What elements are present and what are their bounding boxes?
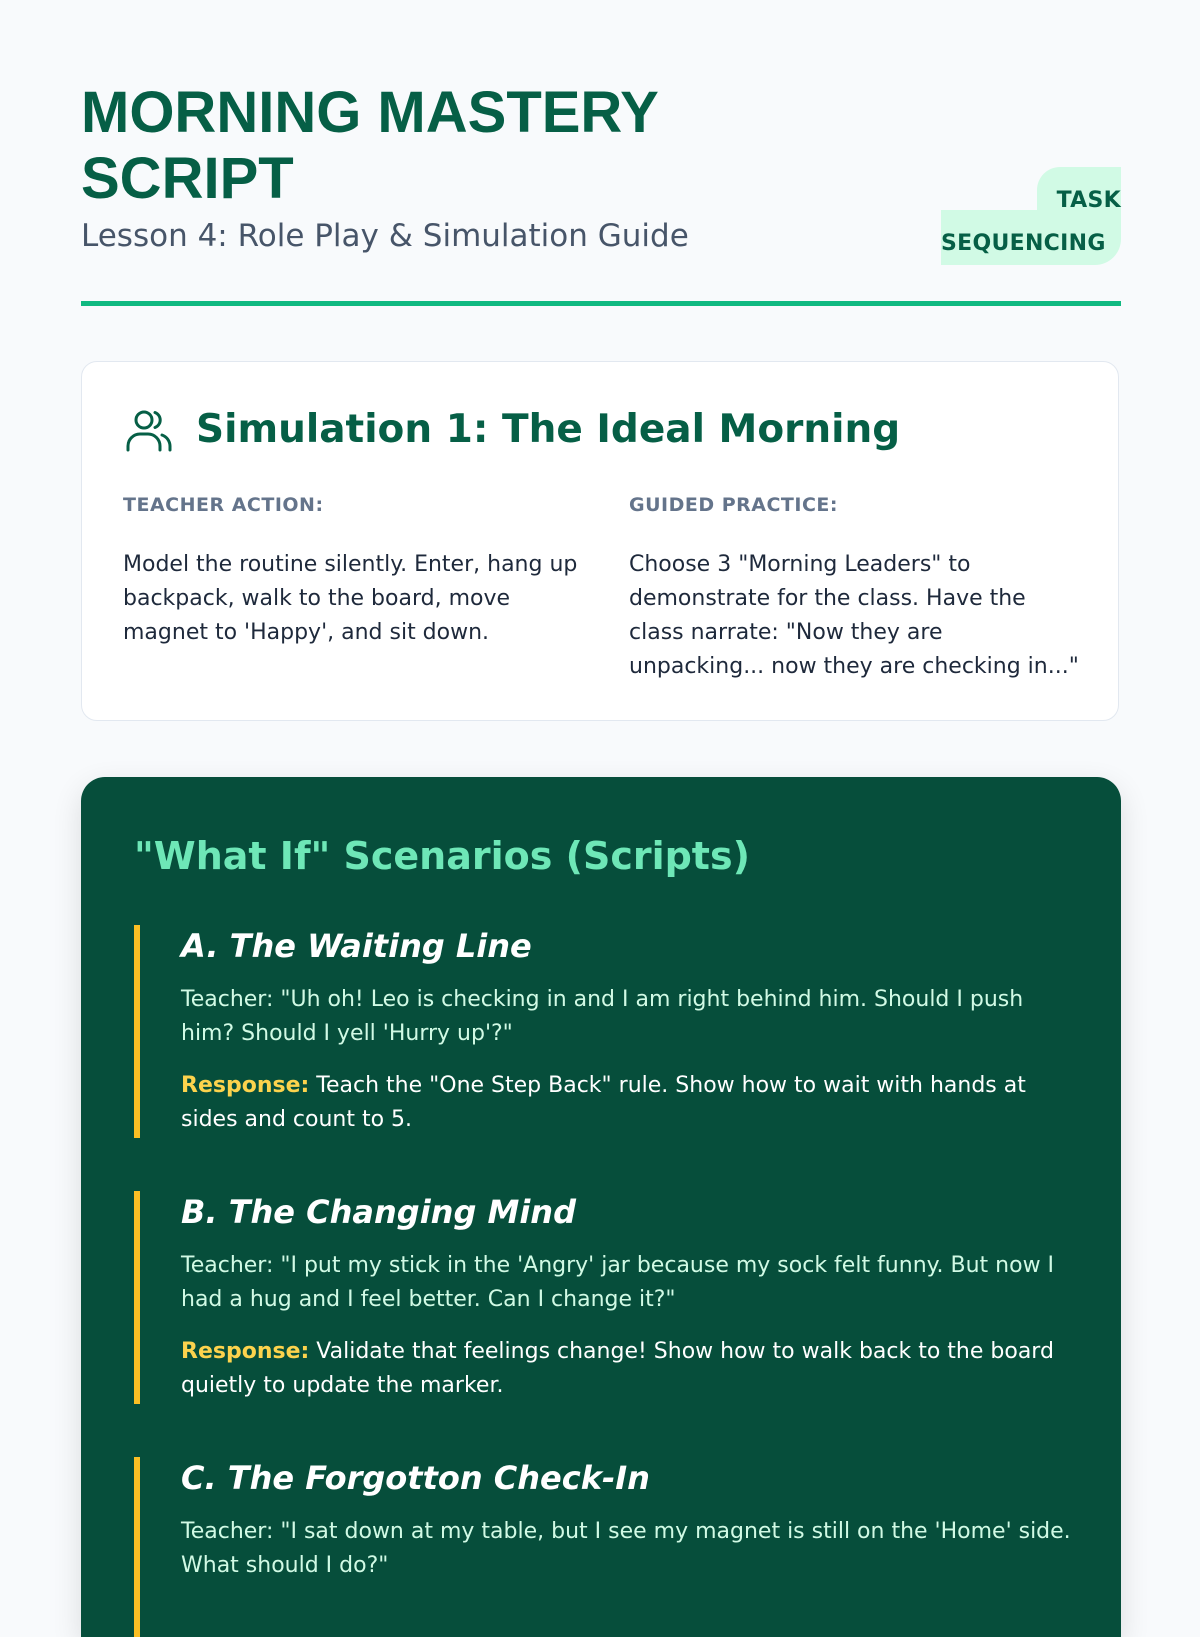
badge-line-1: TASK [1056,188,1121,213]
guided-practice-column [629,492,1084,684]
guided-practice-label: GUIDED PRACTICE: [629,494,838,516]
scenario-response [181,1335,1074,1403]
scenario-teacher-line: Teacher: "Uh oh! Leo is checking in and I am right behind him. Should I push him? Should I yell 'Hurry up'?" [181,987,1024,1046]
badge-line-2: SEQUENCING [941,231,1106,256]
page-header [81,80,1121,306]
guided-practice-text: Choose 3 "Morning Leaders" to demonstrate for the class. Have the class narrate: "Now they are unpacking... now they are checking in..." [629,552,1079,679]
badge-text [941,179,1121,265]
simulation-title: Simulation 1: The Ideal Morning [196,407,901,452]
response-text: Teach the "One Step Back" rule. Show how to wait with hands at sides and count to 5. [181,1073,1026,1132]
teacher-action-label: TEACHER ACTION: [123,494,324,516]
teacher-action-text: Model the routine silently. Enter, hang up backpack, walk to the board, move magnet to 'Happy', and sit down. [123,552,578,645]
response-label: Response: [181,1339,310,1364]
scenario-item [134,1457,1074,1637]
header-divider [81,301,1121,306]
scenarios-title: "What If" Scenarios (Scripts) [134,834,750,878]
scenario-item [134,1191,1074,1404]
simulation-card [81,361,1119,721]
page-title: MORNING MASTERY SCRIPT [81,80,658,211]
scenario-teacher-line: Teacher: "I put my stick in the 'Angry' jar because my sock felt funny. But now I had a hug and I feel better. Can I change it?" [181,1253,1055,1312]
category-badge [941,167,1121,265]
users-icon [124,406,174,456]
scenario-heading: A. The Waiting Line [181,927,532,965]
scenario-heading: B. The Changing Mind [181,1193,576,1231]
response-label: Response: [181,1073,310,1098]
teacher-action-column [123,492,578,650]
scenario-heading: C. The Forgotton Check-In [181,1459,650,1497]
scenario-response [181,1069,1074,1137]
scenario-teacher-line: Teacher: "I sat down at my table, but I see my magnet is still on the 'Home' side. What should I do?" [181,1519,1071,1578]
page-subtitle: Lesson 4: Role Play & Simulation Guide [81,218,689,254]
response-text: Validate that feelings change! Show how to walk back to the board quietly to update the marker. [181,1339,1054,1398]
scenarios-panel [81,777,1121,1637]
scenario-item [134,925,1074,1138]
